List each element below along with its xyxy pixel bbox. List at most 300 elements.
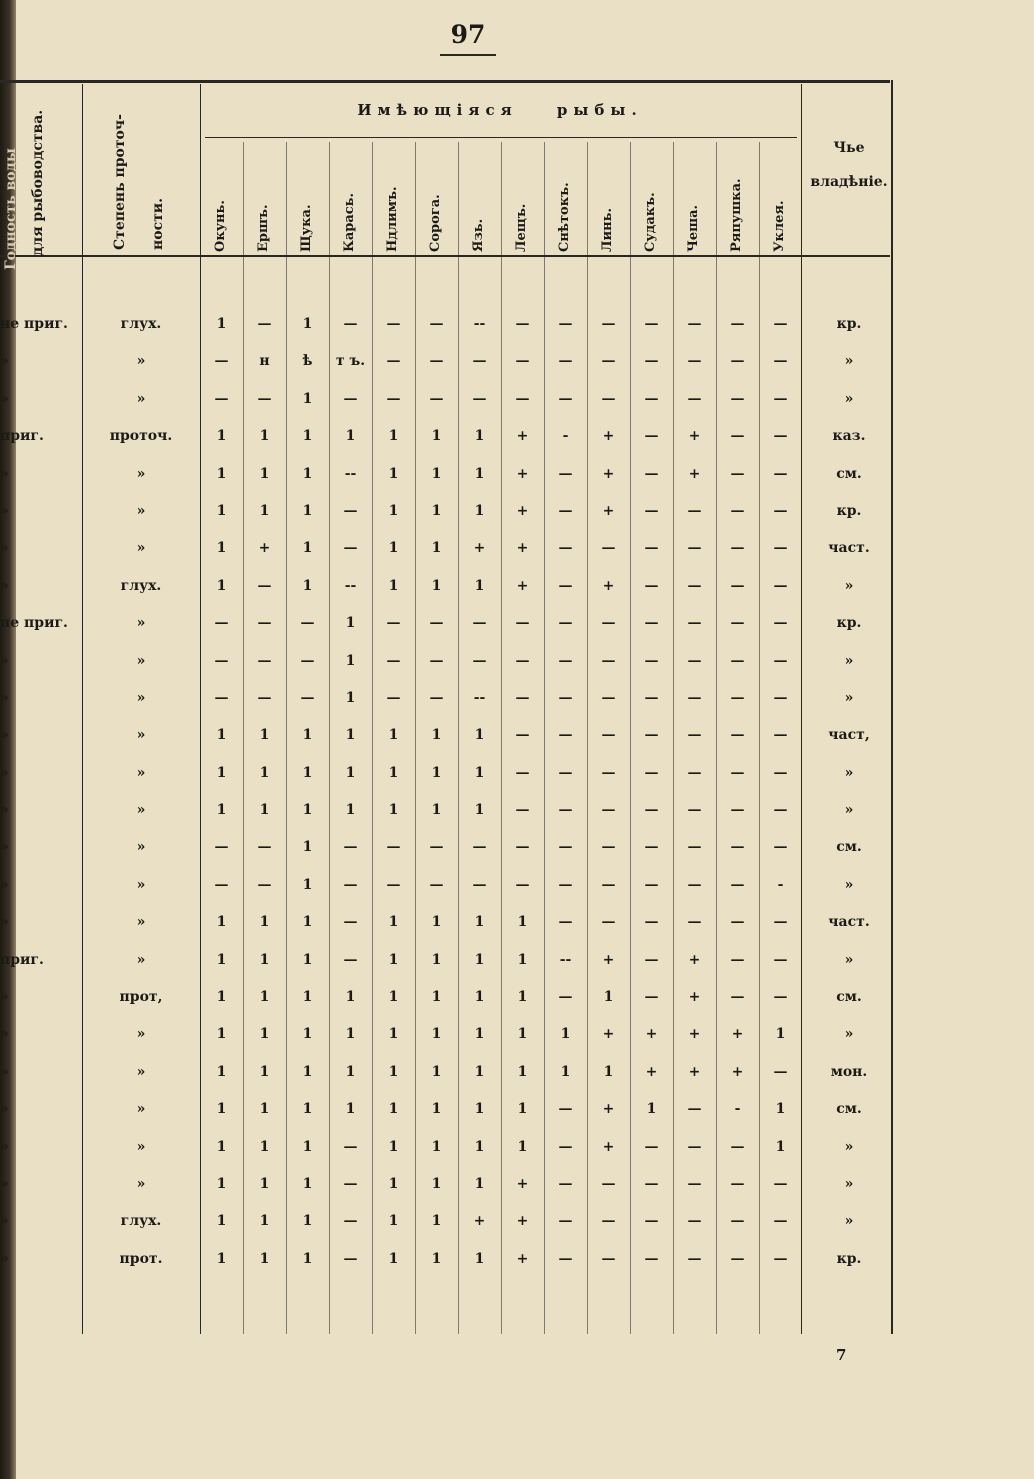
suitability-cell: »: [0, 1026, 9, 1043]
flow-degree-cell: »: [136, 652, 146, 669]
fish-cell: —: [601, 689, 616, 706]
fish-header: Ндлимъ.: [385, 186, 400, 252]
flow-header-line2: ности.: [150, 197, 166, 250]
fish-cell: —: [472, 615, 487, 632]
fish-cell: 1: [517, 1101, 528, 1118]
fish-cell: 1: [302, 1250, 313, 1267]
fish-cell: —: [773, 577, 788, 594]
table-row: [0, 904, 900, 941]
flow-degree-cell: глух.: [120, 1213, 162, 1230]
fish-cell: 1: [388, 465, 399, 482]
fish-cell: —: [343, 1175, 358, 1192]
fish-cell: —: [687, 727, 702, 744]
fish-cell: 1: [517, 951, 528, 968]
fish-cell: —: [730, 727, 745, 744]
fish-cell: 1: [431, 989, 442, 1006]
fish-cell: 1: [259, 1063, 270, 1080]
fish-cell: —: [773, 839, 788, 856]
fish-cell: —: [515, 353, 530, 370]
fish-cell: —: [644, 502, 659, 519]
fish-header: Карась.: [342, 192, 357, 252]
fish-cell: 1: [216, 465, 227, 482]
suitability-cell: »: [0, 390, 9, 407]
fish-cell: 1: [474, 1026, 485, 1043]
fish-cell: 1: [474, 764, 485, 781]
fish-cell: —: [687, 914, 702, 931]
fish-cell: 1: [216, 540, 227, 557]
fish-cell: 1: [302, 839, 313, 856]
fish-cell: +: [731, 1026, 744, 1043]
fish-cell: —: [644, 914, 659, 931]
fish-cell: —: [773, 1175, 788, 1192]
fish-cell: 1: [517, 1063, 528, 1080]
fish-cell: 1: [216, 727, 227, 744]
flow-degree-cell: глух.: [120, 577, 162, 594]
fish-cell: 1: [345, 428, 356, 445]
owner-cell: »: [844, 1138, 854, 1155]
fish-cell: —: [773, 989, 788, 1006]
fish-cell: -: [734, 1101, 741, 1118]
fish-cell: —: [687, 876, 702, 893]
fish-cell: —: [644, 615, 659, 632]
fish-cell: —: [343, 316, 358, 332]
fish-cell: —: [558, 1213, 573, 1230]
fish-cell: --: [473, 316, 486, 332]
fish-group-header: Имѣющіяся рыбы.: [357, 101, 643, 119]
fish-cell: —: [644, 1250, 659, 1267]
owner-cell: »: [844, 1175, 854, 1192]
fish-cell: 1: [216, 428, 227, 445]
suitability-cell: »: [0, 502, 9, 519]
fish-cell: 1: [388, 1250, 399, 1267]
fish-cell: —: [257, 839, 272, 856]
suitability-cell: »: [0, 1138, 9, 1155]
fish-cell: 1: [216, 1213, 227, 1230]
owner-cell: мон.: [830, 1063, 868, 1080]
fish-header: Лещъ.: [514, 203, 529, 252]
fish-cell: +: [602, 577, 615, 594]
fish-cell: —: [601, 1250, 616, 1267]
fish-cell: 1: [431, 914, 442, 931]
fish-cell: 1: [302, 1101, 313, 1118]
suitability-cell: »: [0, 839, 9, 856]
fish-cell: 1: [603, 1063, 614, 1080]
fish-cell: —: [343, 951, 358, 968]
fish-cell: -: [777, 876, 784, 893]
owner-cell: »: [844, 652, 854, 669]
fish-cell: 1: [517, 1026, 528, 1043]
fish-cell: —: [214, 353, 229, 370]
fish-cell: 1: [388, 1138, 399, 1155]
fish-cell: 1: [345, 802, 356, 819]
fish-cell: —: [773, 502, 788, 519]
fish-cell: —: [687, 353, 702, 370]
fish-cell: 1: [302, 502, 313, 519]
fish-cell: 1: [216, 577, 227, 594]
fish-cell: —: [601, 876, 616, 893]
fish-cell: —: [558, 353, 573, 370]
fish-cell: 1: [259, 428, 270, 445]
fish-cell: 1: [431, 1138, 442, 1155]
fish-cell: —: [773, 951, 788, 968]
table-row: [0, 1054, 900, 1091]
flow-degree-cell: »: [136, 353, 146, 370]
owner-cell: см.: [836, 1101, 862, 1118]
fish-cell: —: [773, 316, 788, 332]
fish-cell: 1: [302, 1026, 313, 1043]
fish-cell: 1: [216, 1138, 227, 1155]
fish-cell: —: [644, 465, 659, 482]
fish-cell: +: [688, 428, 701, 445]
fish-cell: —: [257, 689, 272, 706]
table-row: [0, 1241, 900, 1278]
table-row: [0, 829, 900, 866]
fish-cell: 1: [302, 1175, 313, 1192]
fish-cell: 1: [216, 914, 227, 931]
owner-cell: »: [844, 951, 854, 968]
owner-cell: кр.: [836, 615, 862, 632]
fish-cell: 1: [302, 876, 313, 893]
flow-degree-cell: »: [136, 689, 146, 706]
flow-degree-cell: »: [136, 1138, 146, 1155]
fish-cell: --: [344, 577, 357, 594]
fish-cell: —: [558, 764, 573, 781]
fish-cell: —: [257, 652, 272, 669]
fish-cell: 1: [259, 802, 270, 819]
table-row: [0, 717, 900, 754]
fish-cell: —: [558, 1250, 573, 1267]
fish-cell: —: [300, 615, 315, 632]
fish-cell: —: [343, 839, 358, 856]
fish-cell: 1: [345, 764, 356, 781]
fish-cell: —: [257, 390, 272, 407]
fish-cell: +: [602, 951, 615, 968]
fish-cell: —: [601, 914, 616, 931]
fish-cell: 1: [302, 802, 313, 819]
fish-cell: —: [644, 689, 659, 706]
page-number: 97: [450, 20, 486, 49]
fish-cell: —: [386, 876, 401, 893]
fish-cell: —: [214, 876, 229, 893]
fish-cell: —: [730, 1213, 745, 1230]
flow-degree-cell: »: [136, 1063, 146, 1080]
fish-header: Ершъ.: [256, 204, 271, 252]
suitability-cell: »: [0, 540, 9, 557]
fish-cell: 1: [474, 802, 485, 819]
fish-cell: 1: [431, 465, 442, 482]
fish-cell: —: [773, 764, 788, 781]
fish-cell: 1: [302, 465, 313, 482]
fish-group-rule: [205, 137, 797, 138]
fish-cell: 1: [474, 914, 485, 931]
owner-cell: »: [844, 802, 854, 819]
table-row: [0, 306, 900, 343]
fish-cell: +: [688, 951, 701, 968]
fish-cell: --: [344, 465, 357, 482]
fish-cell: +: [688, 989, 701, 1006]
fish-cell: 1: [345, 689, 356, 706]
fish-cell: 1: [216, 951, 227, 968]
fish-cell: —: [687, 502, 702, 519]
fish-header: Язь.: [471, 218, 486, 252]
fish-cell: +: [602, 465, 615, 482]
owner-cell: »: [844, 1026, 854, 1043]
fish-cell: 1: [388, 540, 399, 557]
fish-cell: —: [730, 914, 745, 931]
fish-cell: 1: [517, 989, 528, 1006]
fish-header: Сорога.: [428, 194, 443, 252]
flow-degree-cell: »: [136, 1175, 146, 1192]
fish-cell: 1: [474, 465, 485, 482]
fish-cell: —: [558, 652, 573, 669]
fish-cell: —: [472, 353, 487, 370]
fish-cell: —: [601, 316, 616, 332]
fish-cell: 1: [388, 577, 399, 594]
fish-cell: —: [644, 1175, 659, 1192]
fish-cell: 1: [431, 577, 442, 594]
fish-cell: —: [558, 839, 573, 856]
fish-cell: —: [558, 1138, 573, 1155]
fish-cell: —: [558, 540, 573, 557]
fish-cell: —: [601, 802, 616, 819]
fish-cell: —: [558, 465, 573, 482]
fish-cell: —: [343, 540, 358, 557]
fish-cell: —: [730, 839, 745, 856]
fish-cell: 1: [431, 502, 442, 519]
owner-cell: част,: [828, 727, 870, 744]
fish-cell: —: [515, 689, 530, 706]
fish-cell: 1: [216, 1175, 227, 1192]
fish-cell: —: [730, 1175, 745, 1192]
fish-cell: +: [473, 540, 486, 557]
table-row: [0, 1091, 900, 1128]
fish-cell: 1: [388, 1101, 399, 1118]
fish-cell: —: [257, 615, 272, 632]
fish-cell: 1: [216, 316, 227, 332]
suitability-cell: »: [0, 914, 9, 931]
fish-cell: 1: [259, 727, 270, 744]
fish-cell: --: [473, 689, 486, 706]
fish-cell: —: [343, 1250, 358, 1267]
fish-cell: —: [558, 577, 573, 594]
flow-degree-cell: »: [136, 914, 146, 931]
owner-cell: »: [844, 1213, 854, 1230]
table-top-rule: [0, 80, 890, 83]
suitability-cell: »: [0, 1250, 9, 1267]
fish-cell: 1: [302, 764, 313, 781]
fish-cell: —: [730, 876, 745, 893]
flow-degree-cell: »: [136, 876, 146, 893]
fish-cell: 1: [216, 1026, 227, 1043]
suitability-cell: приг.: [0, 951, 44, 968]
flow-degree-cell: проточ.: [109, 428, 173, 445]
fish-cell: —: [558, 989, 573, 1006]
fish-cell: —: [730, 353, 745, 370]
fish-cell: 1: [388, 1175, 399, 1192]
owner-cell: см.: [836, 839, 862, 856]
fish-cell: 1: [302, 914, 313, 931]
fish-cell: —: [644, 951, 659, 968]
fish-cell: —: [644, 764, 659, 781]
fish-cell: 1: [345, 652, 356, 669]
fish-cell: —: [515, 615, 530, 632]
owner-cell: »: [844, 876, 854, 893]
owner-cell: кр.: [836, 502, 862, 519]
fish-cell: —: [558, 914, 573, 931]
fish-cell: +: [602, 1138, 615, 1155]
table-row: [0, 1203, 900, 1240]
fish-cell: —: [343, 390, 358, 407]
fish-cell: 1: [431, 1175, 442, 1192]
fish-header: Окунь.: [213, 200, 228, 252]
fish-cell: —: [773, 1063, 788, 1080]
fish-cell: —: [687, 390, 702, 407]
suitability-cell: »: [0, 727, 9, 744]
fish-cell: —: [386, 615, 401, 632]
fish-cell: 1: [560, 1026, 571, 1043]
owner-cell: »: [844, 353, 854, 370]
fish-cell: 1: [259, 465, 270, 482]
owner-cell: »: [844, 764, 854, 781]
fish-cell: —: [558, 727, 573, 744]
fish-cell: 1: [431, 540, 442, 557]
fish-cell: 1: [474, 1101, 485, 1118]
fish-cell: 1: [216, 1250, 227, 1267]
table-row: [0, 792, 900, 829]
table-row: [0, 530, 900, 567]
fish-cell: 1: [216, 764, 227, 781]
flow-degree-cell: »: [136, 615, 146, 632]
fish-cell: —: [687, 689, 702, 706]
table-row: [0, 493, 900, 530]
fish-cell: 1: [388, 764, 399, 781]
suitability-cell: »: [0, 1213, 9, 1230]
suitability-cell: »: [0, 652, 9, 669]
fish-cell: 1: [302, 727, 313, 744]
fish-cell: 1: [302, 1213, 313, 1230]
fish-cell: —: [730, 502, 745, 519]
fish-cell: —: [773, 914, 788, 931]
fish-cell: —: [687, 1213, 702, 1230]
fish-cell: —: [687, 839, 702, 856]
table-row: [0, 1016, 900, 1053]
fish-cell: +: [602, 1101, 615, 1118]
fish-cell: —: [343, 914, 358, 931]
fish-cell: +: [516, 502, 529, 519]
fish-header: Судакъ.: [643, 192, 658, 252]
fish-cell: —: [429, 689, 444, 706]
page-number-rule: [440, 54, 496, 56]
fish-cell: 1: [216, 1063, 227, 1080]
fish-cell: 1: [216, 1101, 227, 1118]
fish-cell: 1: [259, 1138, 270, 1155]
fish-cell: —: [601, 615, 616, 632]
fish-cell: —: [343, 1213, 358, 1230]
fish-cell: 1: [474, 1250, 485, 1267]
fish-cell: —: [644, 876, 659, 893]
fish-cell: 1: [302, 989, 313, 1006]
fish-cell: —: [515, 839, 530, 856]
fish-cell: —: [214, 839, 229, 856]
fish-cell: 1: [474, 428, 485, 445]
fish-cell: +: [516, 577, 529, 594]
flow-degree-cell: прот.: [119, 1250, 163, 1267]
fish-cell: —: [773, 652, 788, 669]
fish-cell: —: [214, 390, 229, 407]
footer-signature-number: 7: [836, 1346, 847, 1364]
suitability-cell: »: [0, 465, 9, 482]
fish-cell: 1: [259, 1213, 270, 1230]
fish-cell: —: [730, 540, 745, 557]
fish-cell: —: [773, 615, 788, 632]
fish-cell: —: [472, 390, 487, 407]
fish-cell: 1: [302, 1063, 313, 1080]
fish-cell: 1: [431, 1213, 442, 1230]
fish-cell: ѣ: [302, 353, 313, 370]
fish-cell: —: [515, 652, 530, 669]
fish-cell: —: [343, 1138, 358, 1155]
fish-cell: 1: [431, 1250, 442, 1267]
table-row: [0, 381, 900, 418]
fish-cell: 1: [560, 1063, 571, 1080]
flow-degree-cell: »: [136, 540, 146, 557]
fish-cell: -: [562, 428, 569, 445]
fish-cell: —: [429, 652, 444, 669]
fish-cell: 1: [259, 764, 270, 781]
fish-cell: 1: [431, 1063, 442, 1080]
fish-cell: —: [386, 689, 401, 706]
fish-cell: —: [214, 689, 229, 706]
fish-cell: —: [644, 802, 659, 819]
fish-cell: 1: [259, 1175, 270, 1192]
suitability-cell: »: [0, 577, 9, 594]
fish-cell: —: [429, 615, 444, 632]
fish-cell: 1: [345, 615, 356, 632]
fish-cell: +: [516, 465, 529, 482]
fish-cell: 1: [474, 951, 485, 968]
fish-cell: 1: [302, 316, 313, 332]
fish-cell: —: [644, 727, 659, 744]
fish-cell: 1: [775, 1101, 786, 1118]
fish-header: Чеша.: [686, 204, 701, 252]
fish-cell: —: [257, 577, 272, 594]
fish-cell: 1: [302, 577, 313, 594]
fish-cell: —: [429, 353, 444, 370]
fish-cell: —: [601, 652, 616, 669]
fish-cell: 1: [259, 1026, 270, 1043]
fish-cell: —: [601, 390, 616, 407]
fish-cell: —: [687, 615, 702, 632]
fish-cell: +: [516, 540, 529, 557]
fish-cell: —: [558, 390, 573, 407]
flow-degree-cell: »: [136, 839, 146, 856]
fish-cell: —: [687, 652, 702, 669]
fish-cell: —: [214, 615, 229, 632]
fish-cell: т ъ.: [335, 353, 366, 370]
fish-cell: —: [773, 390, 788, 407]
flow-degree-cell: »: [136, 951, 146, 968]
suitability-cell: не приг.: [0, 615, 68, 632]
fish-cell: —: [773, 727, 788, 744]
fish-cell: —: [730, 577, 745, 594]
fish-cell: 1: [345, 727, 356, 744]
fish-cell: —: [687, 540, 702, 557]
fish-cell: —: [429, 839, 444, 856]
fish-cell: —: [773, 465, 788, 482]
table-row: [0, 568, 900, 605]
fish-cell: —: [515, 390, 530, 407]
fish-cell: 1: [259, 951, 270, 968]
